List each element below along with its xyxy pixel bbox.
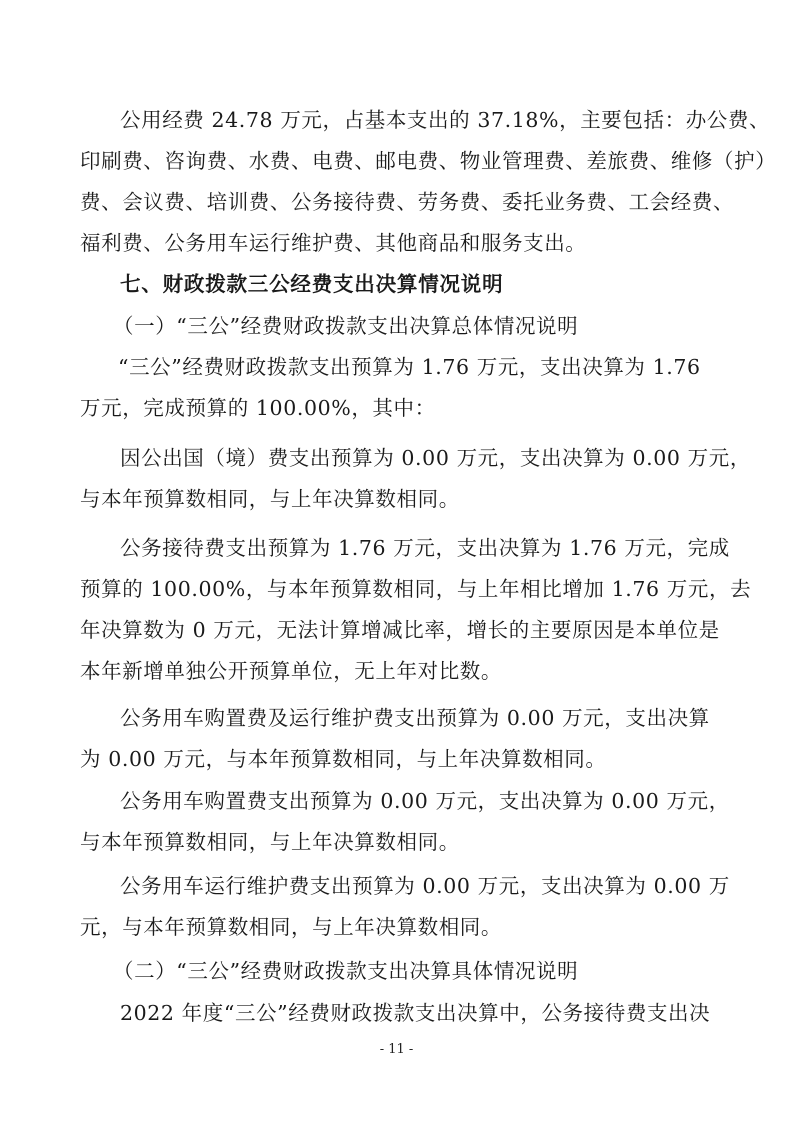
paragraph-line: 福利费、公务用车运行维护费、其他商品和服务支出。 [80, 231, 587, 255]
paragraph-line: 公务接待费支出预算为 1.76 万元，支出决算为 1.76 万元，完成 [120, 536, 730, 560]
paragraph-line: 与本年预算数相同，与上年决算数相同。 [80, 487, 460, 511]
paragraph-line: 为 0.00 万元，与本年预算数相同，与上年决算数相同。 [80, 747, 607, 771]
paragraph-line: 公务用车购置费及运行维护费支出预算为 0.00 万元，支出决算 [120, 706, 710, 730]
section-heading: 七、财政拨款三公经费支出决算情况说明 [120, 272, 504, 296]
paragraph-line: 万元，完成预算的 100.00%，其中： [80, 396, 436, 420]
paragraph-line: 与本年预算数相同，与上年决算数相同。 [80, 830, 460, 854]
paragraph-line: 费、会议费、培训费、公务接待费、劳务费、委托业务费、工会经费、 [80, 190, 735, 214]
paragraph-line: 预算的 100.00%，与本年预算数相同，与上年相比增加 1.76 万元，去 [80, 577, 752, 601]
paragraph-line: 2022 年度“三公”经费财政拨款支出决算中，公务接待费支出决 [120, 1001, 711, 1025]
paragraph-line: 元，与本年预算数相同，与上年决算数相同。 [80, 915, 502, 939]
subsection-heading: （二）“三公”经费财政拨款支出决算具体情况说明 [113, 959, 579, 983]
paragraph-line: 公务用车购置费支出预算为 0.00 万元，支出决算为 0.00 万元， [120, 789, 730, 813]
paragraph-line: 公务用车运行维护费支出预算为 0.00 万元，支出决算为 0.00 万 [120, 874, 730, 898]
paragraph-line: 本年新增单独公开预算单位，无上年对比数。 [80, 659, 502, 683]
subsection-heading: （一）“三公”经费财政拨款支出决算总体情况说明 [113, 314, 579, 338]
page-number: - 11 - [379, 1042, 414, 1057]
paragraph-line: 印刷费、咨询费、水费、电费、邮电费、物业管理费、差旅费、维修（护） [80, 149, 777, 173]
paragraph-line: 年决算数为 0 万元，无法计算增减比率，增长的主要原因是本单位是 [80, 618, 720, 642]
paragraph-line: 因公出国（境）费支出预算为 0.00 万元，支出决算为 0.00 万元， [120, 446, 751, 470]
paragraph-line: “三公”经费财政拨款支出预算为 1.76 万元，支出决算为 1.76 [118, 355, 701, 379]
paragraph-line: 公用经费 24.78 万元，占基本支出的 37.18%，主要包括：办公费、 [120, 108, 771, 132]
